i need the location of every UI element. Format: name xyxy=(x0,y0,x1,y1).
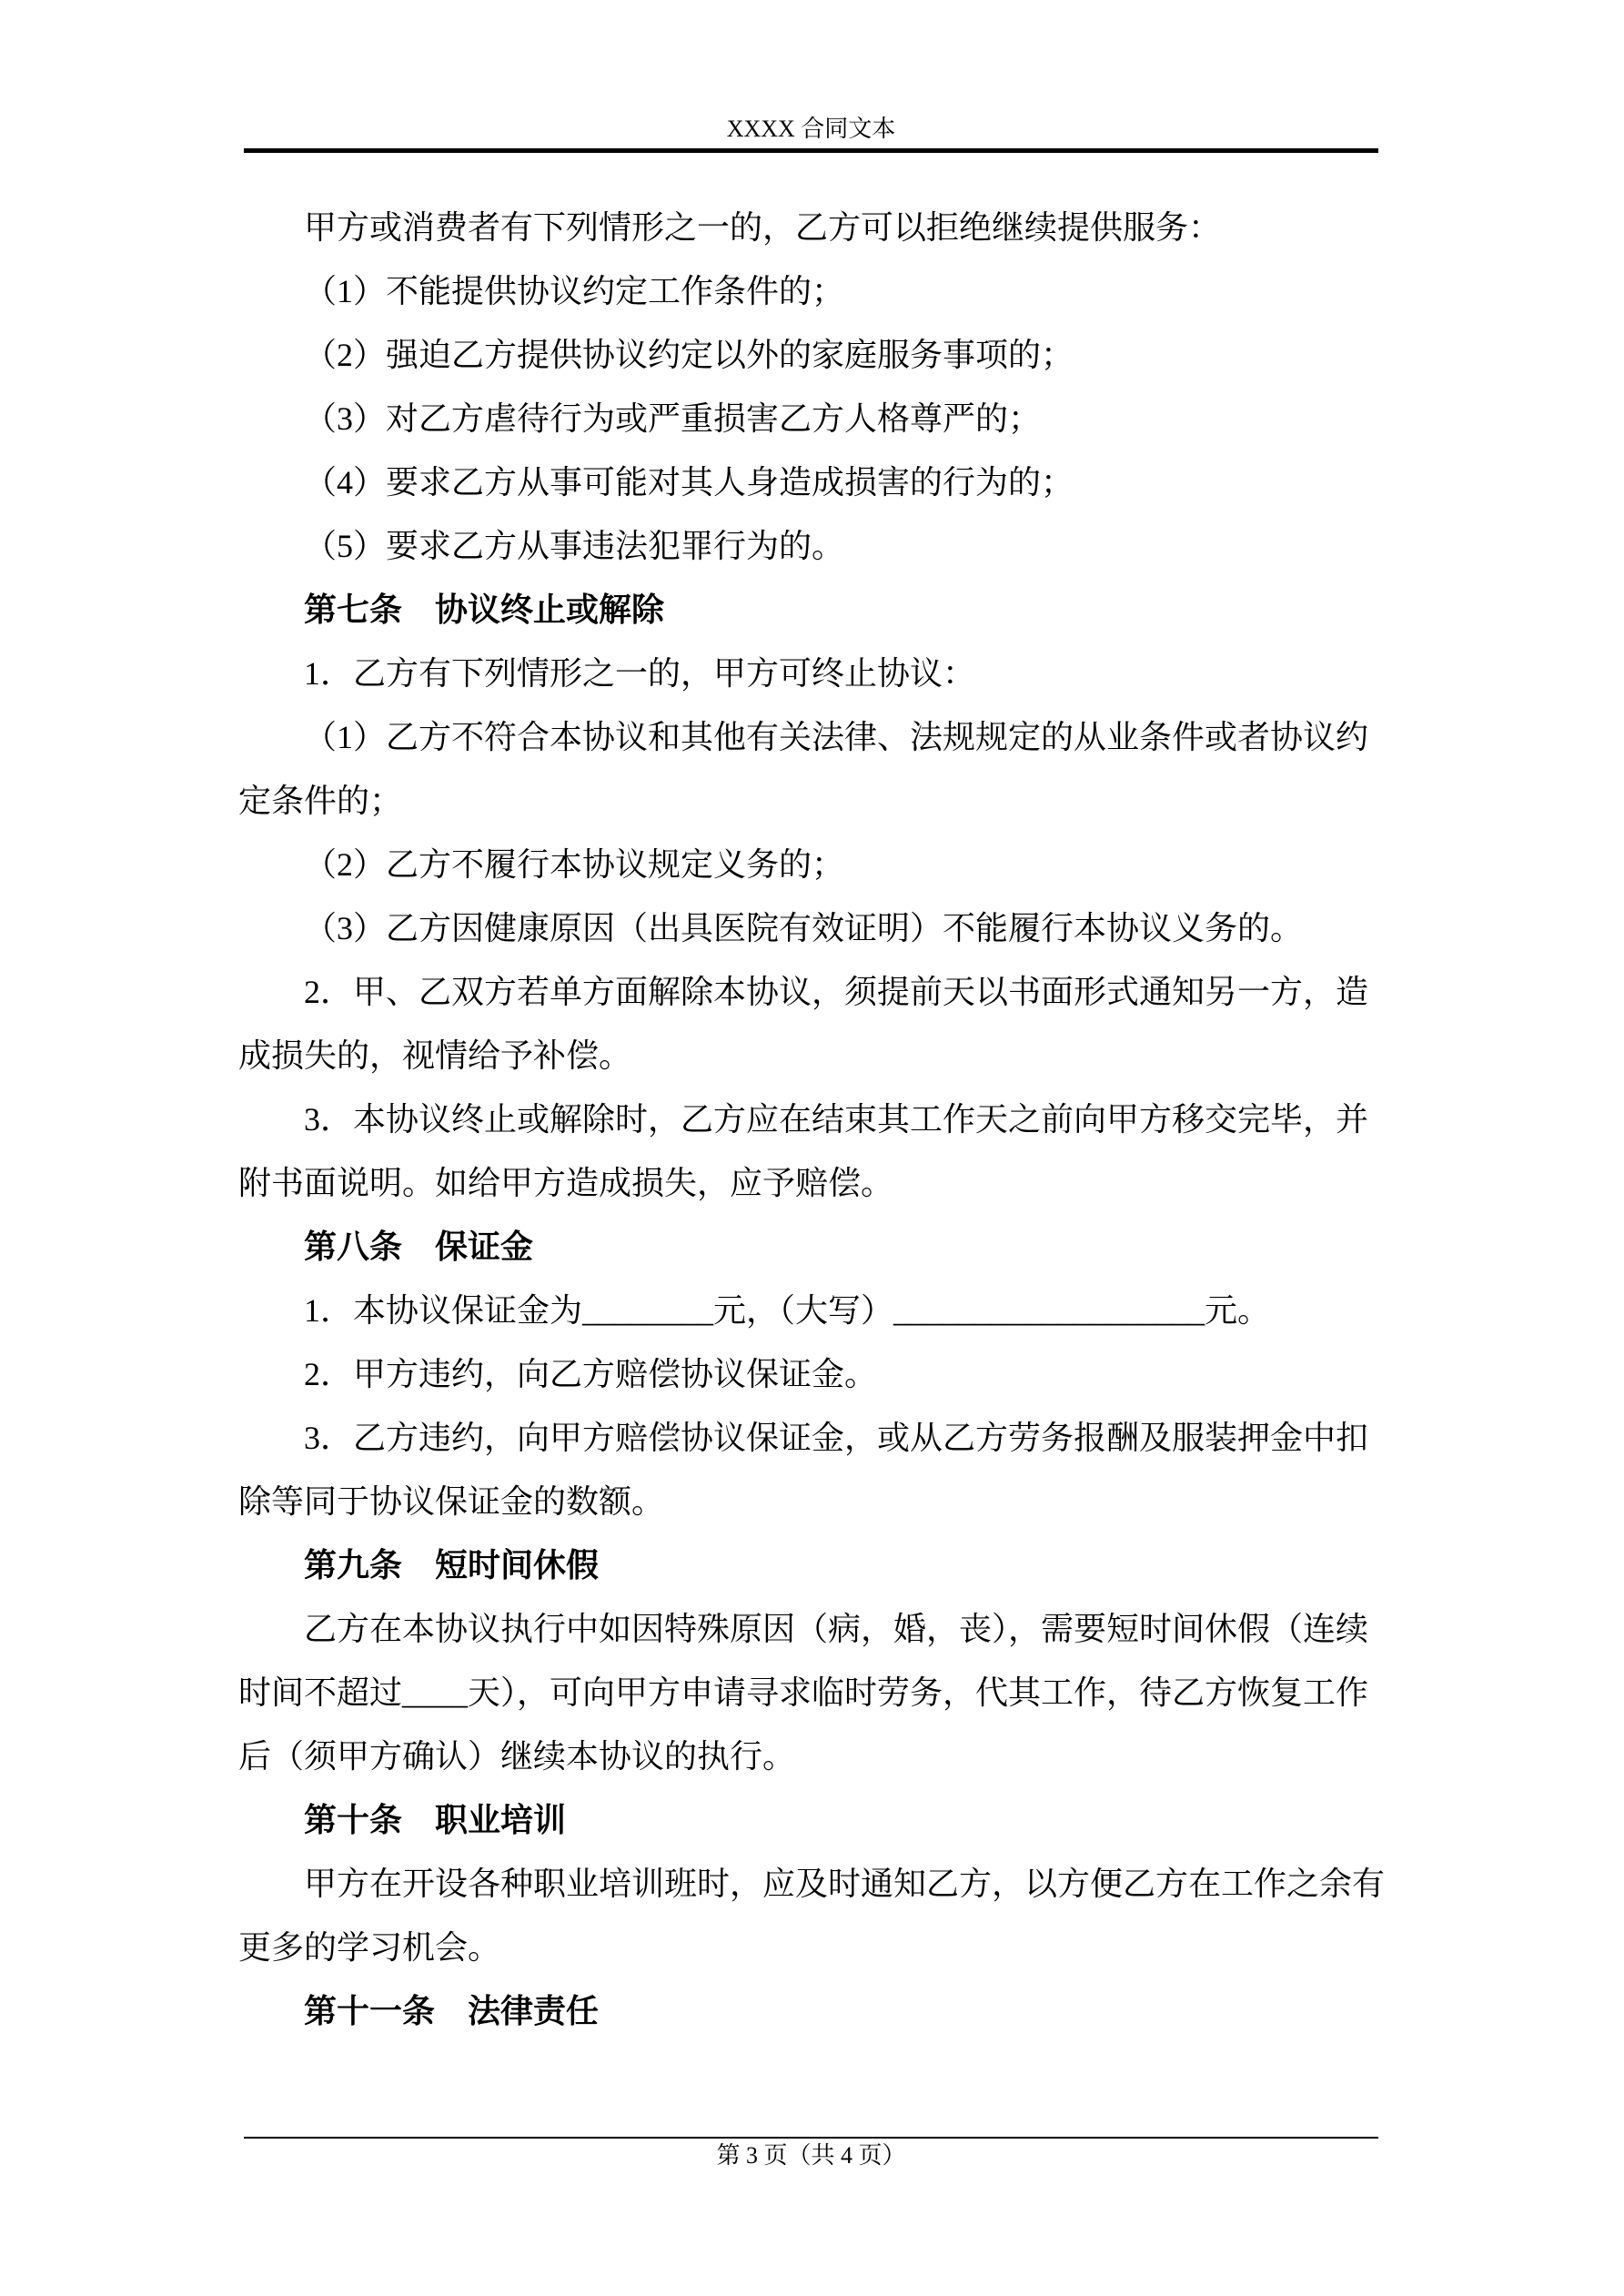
document-line: 甲方在开设各种职业培训班时，应及时通知乙方，以方便乙方在工作之余有 xyxy=(304,1866,1386,1902)
document-line: （2）乙方不履行本协议规定义务的； xyxy=(304,846,845,883)
document-line: 乙方在本协议执行中如因特殊原因（病，婚，丧），需要短时间休假（连续 xyxy=(304,1611,1369,1647)
document-line: 第十条 职业培训 xyxy=(304,1802,567,1838)
document-line: 成损失的，视情给予补偿。 xyxy=(238,1037,632,1074)
contract-body xyxy=(238,153,1386,2043)
document-line: （2）强迫乙方提供协议约定以外的家庭服务事项的； xyxy=(304,337,1074,373)
document-line: 除等同于协议保证金的数额。 xyxy=(238,1483,665,1520)
document-line: （5）要求乙方从事违法犯罪行为的。 xyxy=(304,528,845,564)
page-header-title: XXXX 合同文本 xyxy=(726,116,896,142)
document-line: 1．乙方有下列情形之一的，甲方可终止协议： xyxy=(304,655,976,692)
document-line: 更多的学习机会。 xyxy=(238,1929,501,1966)
document-line: （1）乙方不符合本协议和其他有关法律、法规规定的从业条件或者协议约 xyxy=(304,719,1369,755)
document-line: 3．本协议终止或解除时，乙方应在结束其工作天之前向甲方移交完毕，并 xyxy=(304,1101,1369,1138)
document-line: 时间不超过____天），可向甲方申请寻求临时劳务，代其工作，待乙方恢复工作 xyxy=(238,1674,1369,1711)
document-line: 第九条 短时间休假 xyxy=(304,1547,600,1583)
document-line: 第八条 保证金 xyxy=(304,1229,534,1265)
footer-rule xyxy=(244,2137,1378,2139)
document-line: 后（须甲方确认）继续本协议的执行。 xyxy=(238,1738,796,1775)
document-line: 2．甲、乙双方若单方面解除本协议，须提前天以书面形式通知另一方，造 xyxy=(304,974,1369,1010)
document-line: 第十一条 法律责任 xyxy=(304,1993,600,2029)
document-line: （3）对乙方虐待行为或严重损害乙方人格尊严的； xyxy=(304,400,1042,437)
document-line: 3．乙方违约，向甲方赔偿协议保证金，或从乙方劳务报酬及服装押金中扣 xyxy=(304,1420,1369,1456)
document-line: （1）不能提供协议约定工作条件的； xyxy=(304,273,845,309)
document-line: （4）要求乙方从事可能对其人身造成损害的行为的； xyxy=(304,464,1074,501)
document-line: 附书面说明。如给甲方造成损失，应予赔偿。 xyxy=(238,1165,894,1201)
page-number: 第 3 页（共 4 页） xyxy=(716,2142,906,2169)
document-line: 1．本协议保证金为________元，（大写）___________________元。 xyxy=(304,1292,1271,1329)
document-line: 定条件的； xyxy=(238,783,403,819)
document-line: 甲方或消费者有下列情形之一的，乙方可以拒绝继续提供服务： xyxy=(304,209,1222,246)
document-line: 2．甲方违约，向乙方赔偿协议保证金。 xyxy=(304,1356,878,1392)
document-line: 第七条 协议终止或解除 xyxy=(304,592,665,628)
document-line: （3）乙方因健康原因（出具医院有效证明）不能履行本协议义务的。 xyxy=(304,910,1304,946)
